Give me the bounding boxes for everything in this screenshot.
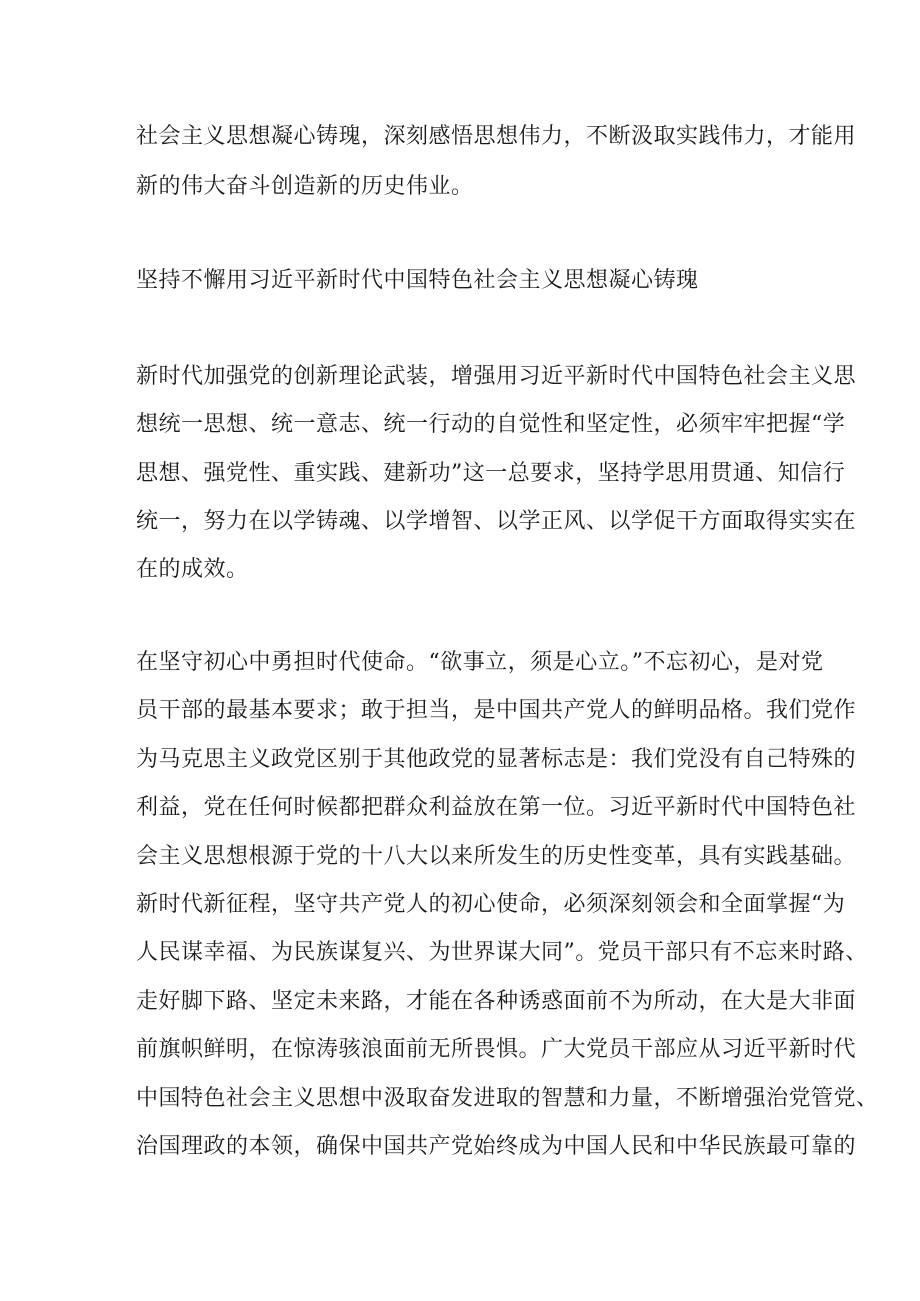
text-line: 在坚守初心中勇担时代使命。“欲事立，须是心立。”不忘初心，是对党 <box>136 650 824 675</box>
text-line: 社会主义思想凝心铸瑰，深刻感悟思想伟力，不断汲取实践伟力，才能用 <box>136 124 857 149</box>
text-line: 治国理政的本领，确保中国共产党始终成为中国人民和中华民族最可靠的 <box>136 1134 857 1159</box>
text-line: 新时代新征程，坚守共产党人的初心使命，必须深刻领会和全面掌握“为 <box>136 892 846 917</box>
text-line: 员干部的最基本要求；敢于担当，是中国共产党人的鲜明品格。我们党作 <box>136 698 857 723</box>
text-line: 新时代加强党的创新理论武装，增强用习近平新时代中国特色社会主义思 <box>136 364 857 389</box>
text-line: 为马克思主义政党区别于其他政党的显著标志是：我们党没有自己特殊的 <box>136 747 857 772</box>
text-line: 统一，努力在以学铸魂、以学增智、以学正风、以学促干方面取得实实在 <box>136 509 857 534</box>
text-line: 思想、强党性、重实践、建新功”这一总要求，坚持学思用贯通、知信行 <box>136 461 846 486</box>
text-line: 中国特色社会主义思想中汲取奋发进取的智慧和力量，不断增强治党管党、 <box>136 1086 879 1111</box>
text-line: 走好脚下路、坚定未来路，才能在各种诱惑面前不为所动，在大是大非面 <box>136 989 857 1014</box>
text-line: 人民谋幸福、为民族谋复兴、为世界谋大同”。党员干部只有不忘来时路、 <box>136 940 868 965</box>
text-line: 会主义思想根源于党的十八大以来所发生的历史性变革，具有实践基础。 <box>136 844 857 869</box>
section-heading: 坚持不懈用习近平新时代中国特色社会主义思想凝心铸瑰 <box>136 268 699 293</box>
text-line: 利益，党在任何时候都把群众利益放在第一位。习近平新时代中国特色社 <box>136 795 857 820</box>
text-line: 在的成效。 <box>136 557 249 582</box>
text-line: 想统一思想、统一意志、统一行动的自觉性和坚定性，必须牢牢把握“学 <box>136 412 846 437</box>
text-line: 前旗帜鲜明，在惊涛骇浪面前无所畏惧。广大党员干部应从习近平新时代 <box>136 1037 857 1062</box>
text-line: 新的伟大奋斗创造新的历史伟业。 <box>136 174 474 199</box>
